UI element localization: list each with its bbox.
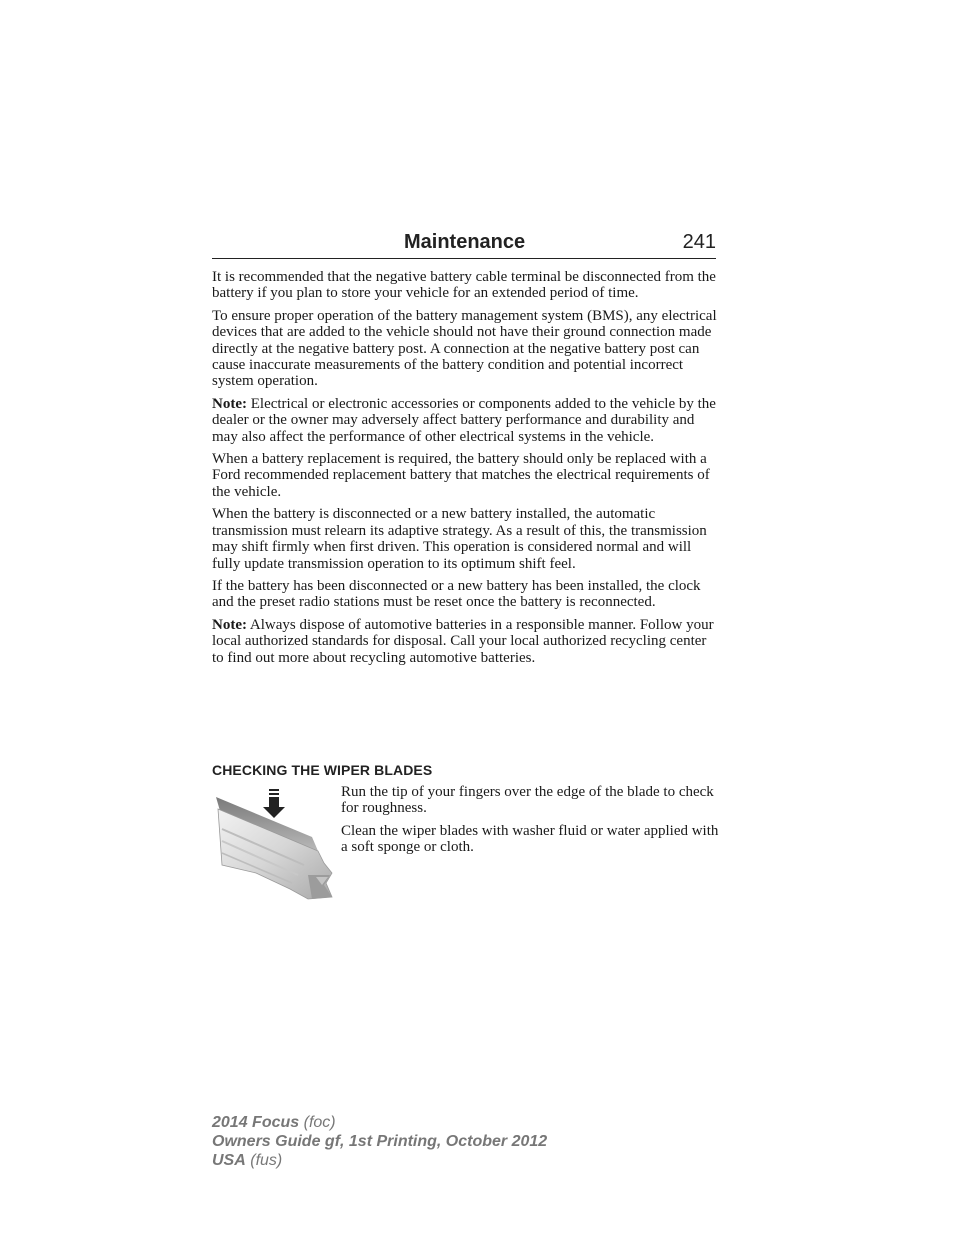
body-text: [212, 269, 720, 672]
paragraph: To ensure proper operation of the battery management system (BMS), any electrical devices that are added to the vehicle should not have their ground connection made directly at the negative battery post. A connection at the negative battery post can cause inaccurate measurements of the battery condition and potential incorrect system operation.: [212, 307, 717, 390]
paragraph: When the battery is disconnected or a new battery installed, the automatic transmission must relearn its adaptive strategy. As a result of this, the transmission may shift firmly when first driven. This operation is considered normal and will fully update transmission operation to its optimum shift feel.: [212, 506, 707, 572]
wiper-blade-illustration-icon: [212, 785, 336, 903]
footer-guide-line: Owners Guide gf, 1st Printing, October 2012: [212, 1133, 548, 1150]
note-paragraph: Note: Always dispose of automotive batteries in a responsible manner. Follow your local authorized standards for disposal. Call your local authorized recycling center to find out more about recycling automotive batteries.: [212, 616, 714, 666]
page-footer: [212, 1113, 547, 1170]
paragraph: When a battery replacement is required, the battery should only be replaced with a Ford recommended replacement battery that matches the electrical requirements of the vehicle.: [212, 451, 710, 500]
wiper-instructions: [341, 784, 721, 862]
note-label: Note:: [212, 395, 247, 412]
paragraph: Clean the wiper blades with washer fluid or water applied with a soft sponge or cloth.: [341, 822, 719, 856]
note-paragraph: Note: Electrical or electronic accessories or components added to the vehicle by the dealer or the owner may adversely affect battery performance and durability and may also affect the performance of other electrical systems in the vehicle.: [212, 395, 716, 445]
note-label: Note:: [212, 616, 247, 633]
paragraph: Run the tip of your fingers over the edge of the blade to check for roughness.: [341, 784, 714, 817]
page-header: [212, 230, 716, 259]
footer-model-line: 2014 Focus (foc): [212, 1114, 336, 1131]
page-number: 241: [682, 231, 716, 253]
footer-market-line: USA (fus): [212, 1152, 283, 1169]
page-title: Maintenance: [404, 231, 526, 253]
paragraph: It is recommended that the negative battery cable terminal be disconnected from the battery if you plan to store your vehicle for an extended period of time.: [212, 269, 716, 302]
paragraph: If the battery has been disconnected or a new battery has been installed, the clock and the preset radio stations must be reset once the battery is reconnected.: [212, 577, 701, 611]
section-heading: CHECKING THE WIPER BLADES: [212, 762, 433, 778]
